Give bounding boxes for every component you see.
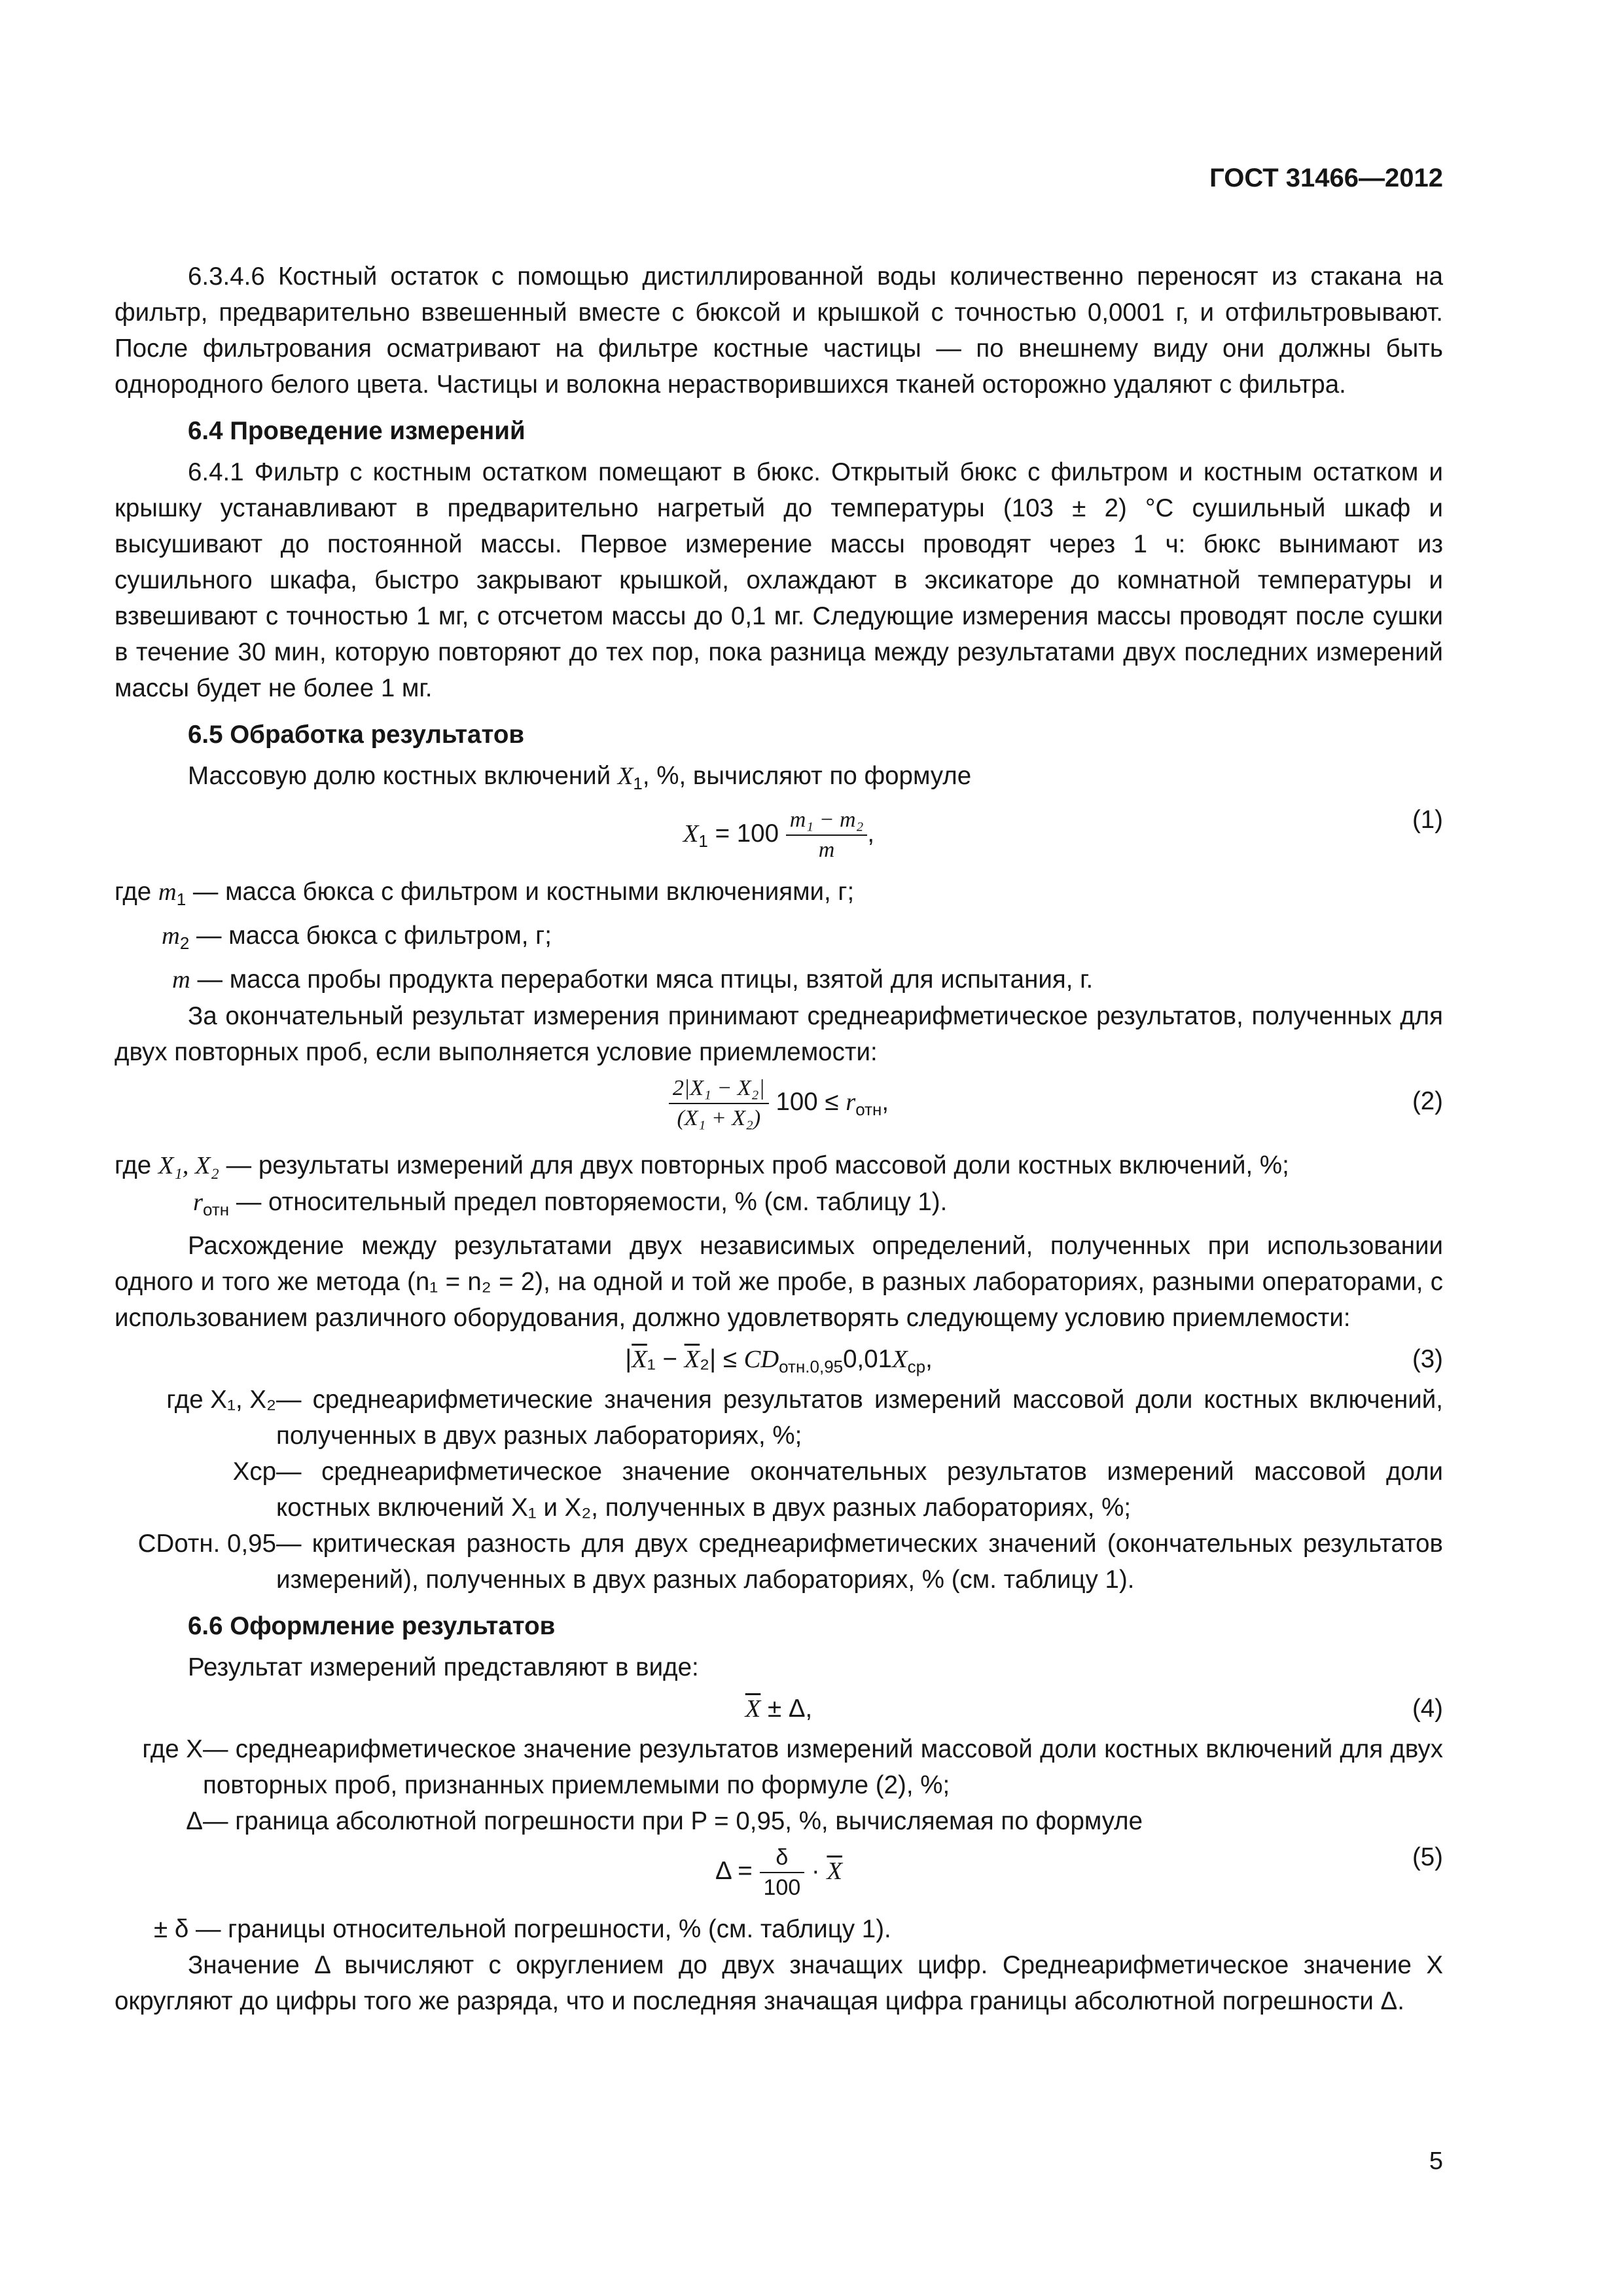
equation-4: $\overline{X} \pm \Delta$, (4) xyxy=(115,1685,1443,1731)
section-heading-6-5: 6.5 Обработка результатов xyxy=(188,721,524,749)
where-item: где X — среднеарифметическое значение результатов измерений массовой доли костных включений для двух повторных проб, признанных приемлемыми по формуле (2), %; xyxy=(142,1735,1443,1799)
delta-definition: ± δ — границы относительной погрешности, % (см. таблицу 1). xyxy=(154,1915,891,1943)
where-item: CDотн. 0,95 — критическая разность для двух среднеарифметических значений (окончательных результатов измерений), полученных в двух разных лабораториях, % (см. таблицу 1). xyxy=(137,1530,1443,1594)
where-item: $r_{отн}$ — относительный предел повторяемости, % (см. таблицу 1). xyxy=(193,1188,948,1219)
where-item: $m_2$ — масса бюкса с фильтром, г; xyxy=(162,922,552,953)
where-list-4 xyxy=(115,1731,1443,1839)
paragraph-rounding: Значение Δ вычисляют с округлением до двух значащих цифр. Среднеарифметическое значение X округляют до цифры того же разряда, что и последняя значащая цифра границы абсолютной погрешности Δ. xyxy=(115,1951,1443,2015)
equation-number-1: (1) xyxy=(1412,806,1443,834)
equation-number-3: (3) xyxy=(1412,1345,1443,1373)
paragraph-6-3-4-6: 6.3.4.6 Костный остаток с помощью дистиллированной воды количественно переносят из стакана на фильтр, предварительно взвешенный вместе с бюксой и крышкой с точностью 0,0001 г, и отфильтровывают. После фильтрования осматривают на фильтре костные частицы — по внешнему виду они должны быть однородного белого цвета. Частицы и волокна нерастворившихся тканей осторожно удаляют с фильтра. xyxy=(115,262,1443,399)
where-item: m — масса пробы продукта переработки мяса птицы, взятой для испытания, г. xyxy=(172,965,1094,994)
equation-number-2: (2) xyxy=(1412,1087,1443,1115)
equation-3: $|\overline{X}_1 - \overline{X}_2| \le CD_{отн.0,95}0,01X_{ср}$, (3) xyxy=(115,1336,1443,1382)
section-heading-6-4: 6.4 Проведение измерений xyxy=(188,417,526,445)
equation-5: Δ = $\frac{\delta}{100}$ · $\overline{X}$ (5) xyxy=(115,1839,1443,1911)
page-number: 5 xyxy=(1429,2147,1443,2175)
where-item: Xср — среднеарифметическое значение окончательных результатов измерений массовой доли костных включений X₁ и X₂, полученных в двух разных лабораториях, %; xyxy=(232,1458,1443,1522)
formula-intro: Массовую долю костных включений $X_1$, %, вычисляют по формуле xyxy=(188,762,972,793)
section-heading-6-6: 6.6 Оформление результатов xyxy=(188,1612,556,1640)
equation-number-5: (5) xyxy=(1412,1843,1443,1871)
paragraph-6-4-1: 6.4.1 Фильтр с костным остатком помещают в бюкс. Открытый бюкс с фильтром и костным остатком и крышку устанавливают в предварительно нагретый до температуры (103 ± 2) °С сушильный шкаф и высушивают до постоянной массы. Первое измерение массы проводят через 1 ч: бюкс вынимают из сушильного шкафа, быстро закрывают крышкой, охлаждают в эксикаторе до комнатной температуры и взвешивают с точностью 1 мг, с отсчетом массы до 0,1 мг. Следующие измерения массы проводят после сушки в течение 30 мин, которую повторяют до тех пор, пока разница между результатами двух последних измерений массы будет не более 1 мг. xyxy=(115,458,1443,702)
document-id: ГОСТ 31466—2012 xyxy=(1209,164,1443,192)
paragraph-final-result: За окончательный результат измерения принимают среднеарифметическое результатов, полученных для двух повторных проб, если выполняется условие приемлемости: xyxy=(115,1002,1443,1066)
result-form-intro: Результат измерений представляют в виде: xyxy=(188,1653,699,1681)
where-item: где X₁, X₂ — результаты измерений для двух повторных проб массовой доли костных включений, %; xyxy=(115,1151,1289,1179)
where-list-1 xyxy=(115,874,1443,998)
equation-number-4: (4) xyxy=(1412,1695,1443,1723)
where-list-2 xyxy=(115,1147,1443,1228)
equation-1: $X_1 = 100$ $\frac{\text{m₁ − m₂}}{m}$ , (1) xyxy=(115,802,1443,874)
where-list-3 xyxy=(115,1382,1443,1598)
where-item: где X₁, X₂ — среднеарифметические значения результатов измерений массовой доли костных включений, полученных в двух разных лабораториях, %; xyxy=(166,1386,1443,1450)
paragraph-discrepancy: Расхождение между результатами двух независимых определений, полученных при использовании одного и того же метода (n₁ = n₂ = 2), на одной и той же пробе, в разных лабораториях, разными операторами, с использованием различного оборудования, должно удовлетворять следующему условию приемлемости: xyxy=(115,1232,1443,1332)
where-item: где $m_1$ — масса бюкса с фильтром и костными включениями, г; xyxy=(115,878,855,909)
equation-2: $\frac{\text{2|X₁ − X₂|}}{\text{(X₁ + X₂)}}$ $100 \le r_{отн}$, (2) xyxy=(115,1070,1443,1147)
where-item: Δ — граница абсолютной погрешности при P = 0,95, %, вычисляемая по формуле xyxy=(186,1807,1143,1835)
